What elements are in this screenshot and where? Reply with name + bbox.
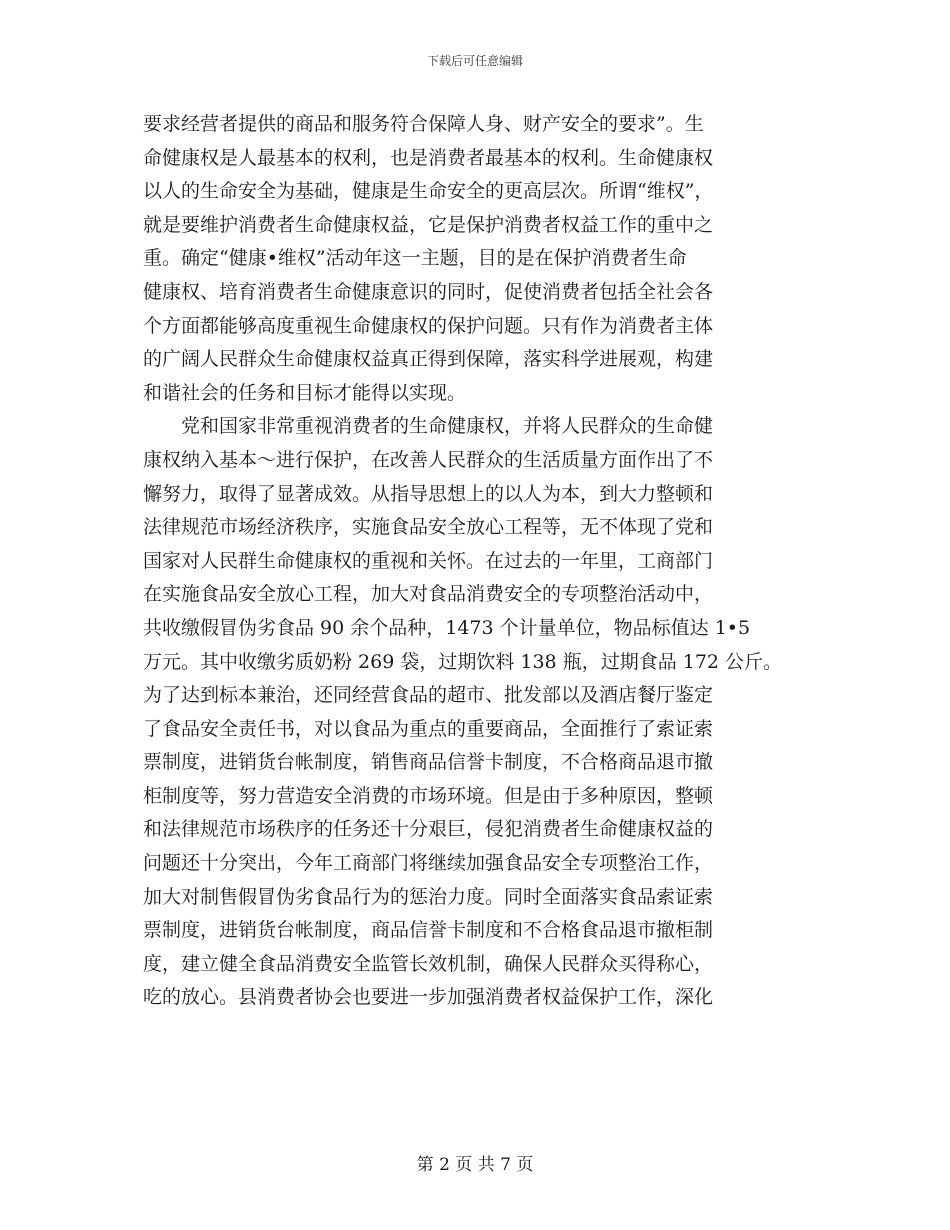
body-line: 党和国家非常重视消费者的生命健康权，并将人民群众的生命健	[143, 415, 714, 438]
page-footer: 第 2 页 共 7 页	[416, 1155, 534, 1175]
body-line: 重。确定“健康•维权”活动年这一主题，目的是在保护消费者生命	[143, 247, 687, 270]
body-line: 票制度，进销货台帐制度，销售商品信誉卡制度，不合格商品退市撤	[143, 751, 714, 774]
body-line: 和谐社会的任务和目标才能得以实现。	[143, 381, 467, 404]
document-body	[143, 108, 823, 1015]
body-line: 共收缴假冒伪劣食品 90 余个品种，1473 个计量单位，物品标值达 1•5	[143, 616, 751, 639]
body-line: 康权纳入基本～进行保护，在改善人民群众的生活质量方面作出了不	[143, 448, 714, 471]
body-line: 就是要维护消费者生命健康权益，它是保护消费者权益工作的重中之	[143, 213, 714, 236]
body-line: 的广阔人民群众生命健康权益真正得到保障，落实科学进展观，构建	[143, 348, 714, 371]
body-line: 柜制度等，努力营造安全消费的市场环境。但是由于多种原因，整顿	[143, 784, 714, 807]
body-line: 了食品安全责任书，对以食品为重点的重要商品，全面推行了索证索	[143, 717, 714, 740]
page-header: 下载后可任意编辑	[426, 54, 523, 68]
body-line: 问题还十分突出，今年工商部门将继续加强食品安全专项整治工作，	[143, 852, 714, 875]
body-line: 命健康权是人最基本的权利，也是消费者最基本的权利。生命健康权	[143, 146, 714, 169]
body-line: 为了达到标本兼治，还同经营食品的超市、批发部以及酒店餐厅鉴定	[143, 684, 714, 707]
body-line: 国家对人民群生命健康权的重视和关怀。在过去的一年里，工商部门	[143, 549, 714, 572]
body-line: 和法律规范市场秩序的任务还十分艰巨，侵犯消费者生命健康权益的	[143, 818, 714, 841]
body-line: 法律规范市场经济秩序，实施食品安全放心工程等，无不体现了党和	[143, 516, 714, 539]
body-line: 在实施食品安全放心工程，加大对食品消费安全的专项整治活动中，	[143, 583, 714, 606]
body-line: 以人的生命安全为基础，健康是生命安全的更高层次。所谓“维权”，	[143, 180, 714, 203]
body-line: 加大对制售假冒伪劣食品行为的惩治力度。同时全面落实食品索证索	[143, 885, 714, 908]
body-line: 个方面都能够高度重视生命健康权的保护问题。只有作为消费者主体	[143, 314, 714, 337]
body-line: 懈努力，取得了显著成效。从指导思想上的以人为本，到大力整顿和	[143, 482, 714, 505]
body-line: 票制度，进销货台帐制度，商品信誉卡制度和不合格食品退市撤柜制	[143, 919, 714, 942]
body-line: 万元。其中收缴劣质奶粉 269 袋，过期饮料 138 瓶，过期食品 172 公斤。	[143, 650, 783, 673]
body-line: 度，建立健全食品消费安全监管长效机制，确保人民群众买得称心，	[143, 952, 714, 975]
body-line: 健康权、培育消费者生命健康意识的同时，促使消费者包括全社会各	[143, 280, 714, 303]
body-line: 要求经营者提供的商品和服务符合保障人身、财产安全的要求”。生	[143, 113, 704, 135]
body-line: 吃的放心。县消费者协会也要进一步加强消费者权益保护工作，深化	[143, 986, 714, 1009]
